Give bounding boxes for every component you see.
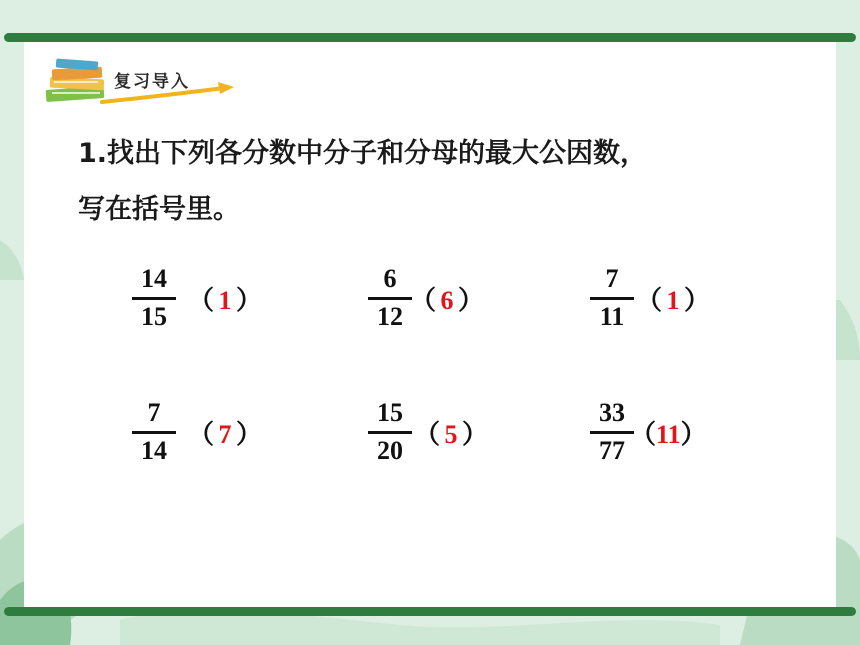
top-rule xyxy=(4,33,856,42)
denominator: 20 xyxy=(377,436,403,465)
close-paren: ） xyxy=(458,286,485,315)
close-paren: ） xyxy=(680,420,707,449)
denominator: 12 xyxy=(377,302,403,331)
open-paren: （ xyxy=(630,420,657,449)
numerator: 7 xyxy=(147,398,161,427)
answer-parentheses xyxy=(414,414,488,451)
answer-value: 5 xyxy=(444,420,458,449)
denominator: 15 xyxy=(141,302,167,331)
books-icon xyxy=(46,59,105,102)
answer-value: 6 xyxy=(440,286,454,315)
question-line-1: 1.找出下列各分数中分子和分母的最大公因数， xyxy=(78,138,648,169)
numerator: 14 xyxy=(141,264,167,293)
answer-value: 1 xyxy=(218,286,232,315)
fraction xyxy=(588,396,636,468)
fraction xyxy=(130,262,178,334)
answer-parentheses xyxy=(188,280,262,317)
answer-parentheses xyxy=(188,414,262,451)
numerator: 6 xyxy=(383,264,397,293)
close-paren: ） xyxy=(462,420,489,449)
close-paren: ） xyxy=(236,286,263,315)
answer-value: 1 xyxy=(666,286,680,315)
fraction xyxy=(366,396,414,468)
answer-parentheses xyxy=(410,280,484,317)
denominator: 14 xyxy=(141,436,167,465)
open-paren: （ xyxy=(410,286,437,315)
fraction xyxy=(588,262,636,334)
denominator: 77 xyxy=(599,436,625,465)
numerator: 7 xyxy=(605,264,619,293)
answer-parentheses xyxy=(636,280,710,317)
numerator: 33 xyxy=(599,398,625,427)
fraction xyxy=(366,262,414,334)
denominator: 11 xyxy=(599,302,625,331)
section-title: 复习导入 xyxy=(114,72,190,92)
bottom-rule xyxy=(4,607,856,616)
question-text xyxy=(78,126,818,238)
answer-value: 11 xyxy=(656,420,681,449)
question-line-2: 写在括号里。 xyxy=(78,194,240,225)
close-paren: ） xyxy=(684,286,711,315)
fraction xyxy=(130,396,178,468)
answer-value: 7 xyxy=(218,420,232,449)
close-paren: ） xyxy=(236,420,263,449)
open-paren: （ xyxy=(188,286,215,315)
open-paren: （ xyxy=(636,286,663,315)
open-paren: （ xyxy=(414,420,441,449)
open-paren: （ xyxy=(188,420,215,449)
answer-parentheses xyxy=(630,414,707,451)
numerator: 15 xyxy=(377,398,403,427)
